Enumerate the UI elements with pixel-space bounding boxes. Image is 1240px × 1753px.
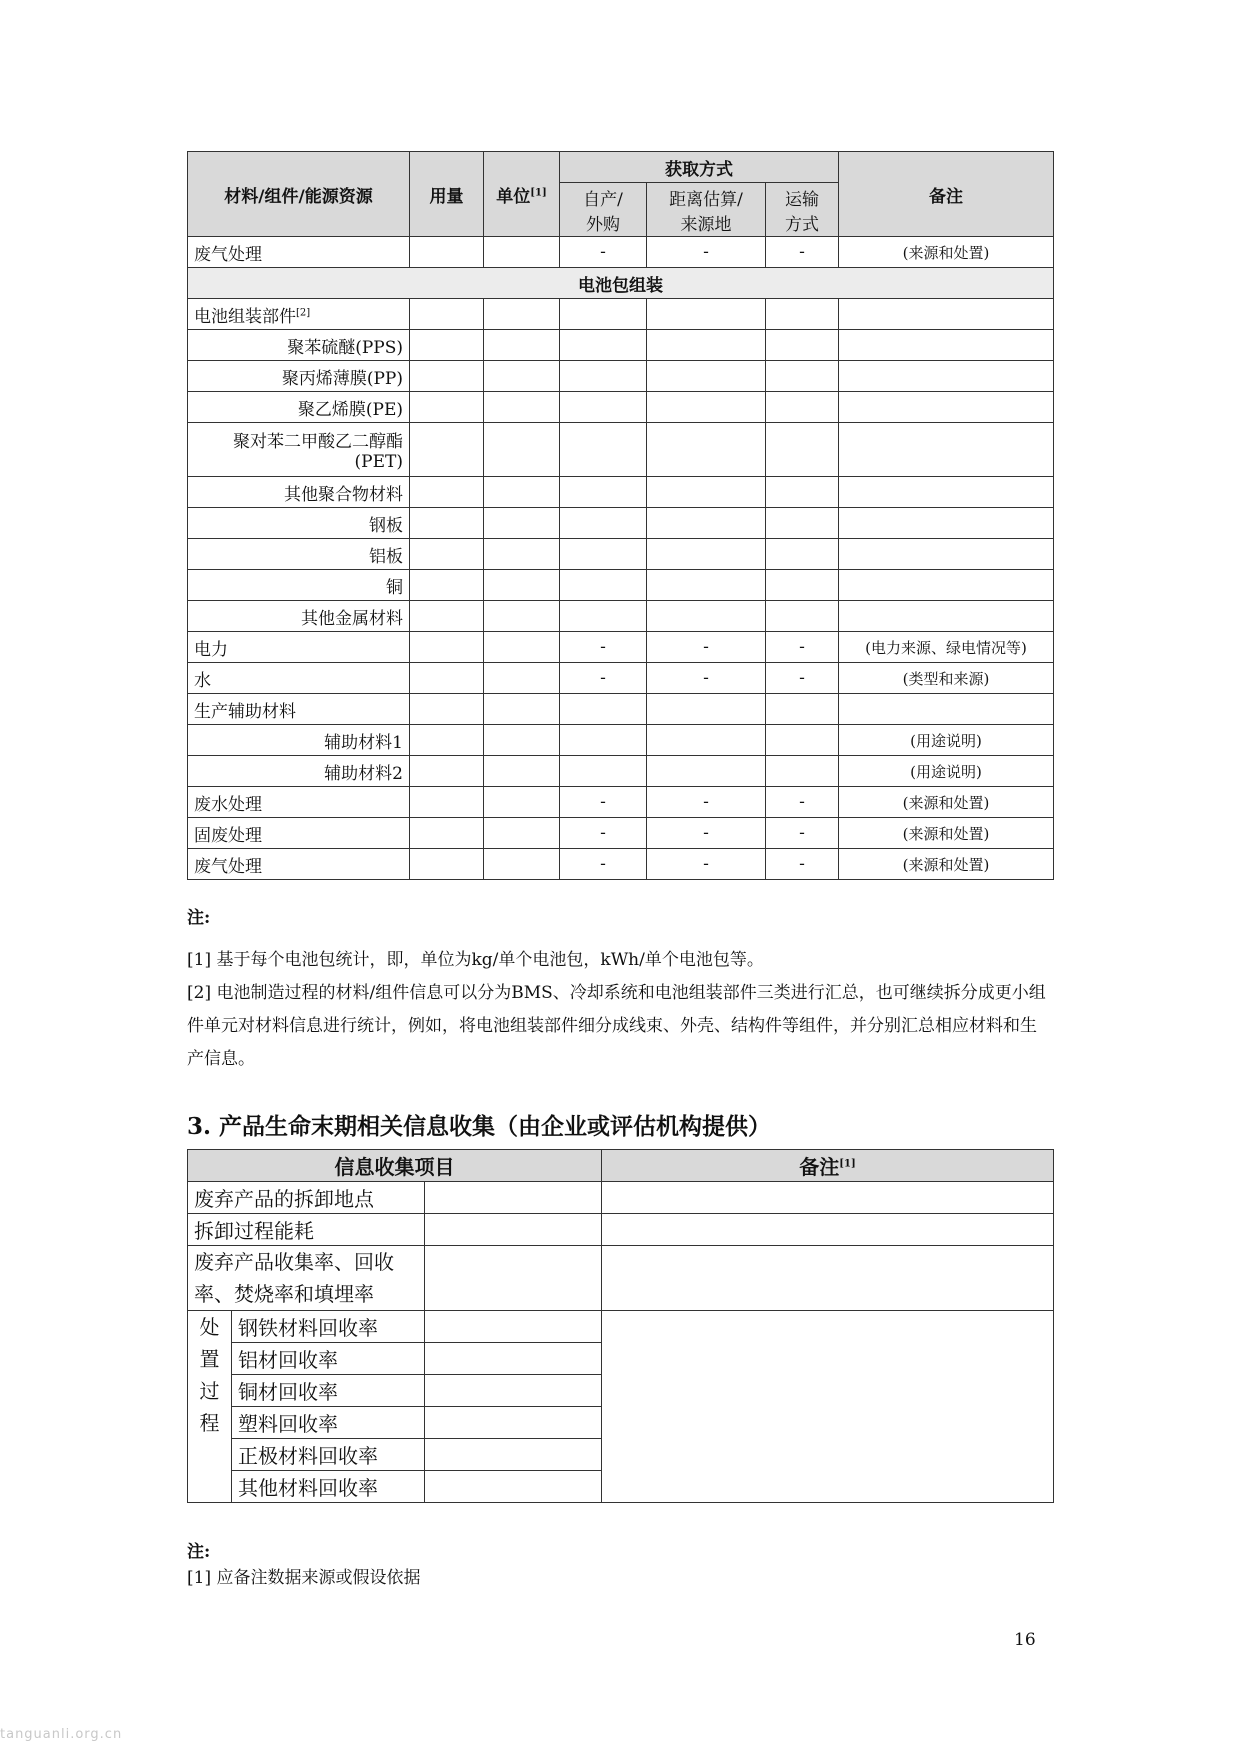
section-title: 电池包组装: [188, 268, 1054, 299]
unit-cell: [484, 392, 560, 423]
row-label: 铝材回收率: [232, 1343, 425, 1375]
remark-cell: (来源和处置): [839, 787, 1054, 818]
amount-cell: [410, 694, 484, 725]
header-items: 信息收集项目: [188, 1150, 602, 1182]
header-self-produced: 自产/ 外购: [560, 183, 647, 237]
header-amount: 用量: [410, 152, 484, 237]
table-row: [188, 508, 1054, 539]
row-label: 钢铁材料回收率: [232, 1311, 425, 1343]
row-label: 辅助材料1: [188, 725, 410, 756]
unit-cell: [484, 477, 560, 508]
table-row: [188, 330, 1054, 361]
remark-cell: (类型和来源): [839, 663, 1054, 694]
transport-cell: -: [766, 632, 839, 663]
self-cell: [560, 423, 647, 477]
unit-cell: [484, 694, 560, 725]
transport-cell: -: [766, 237, 839, 268]
row-label: 聚苯硫醚(PPS): [188, 330, 410, 361]
transport-cell: [766, 423, 839, 477]
distance-cell: [647, 477, 766, 508]
table-row: [188, 570, 1054, 601]
self-cell: [560, 725, 647, 756]
row-label: 聚乙烯膜(PE): [188, 392, 410, 423]
transport-cell: [766, 361, 839, 392]
remark-cell: [839, 601, 1054, 632]
note-1: [1] 基于每个电池包统计，即，单位为kg/单个电池包，kWh/单个电池包等。: [187, 950, 764, 970]
self-cell: [560, 756, 647, 787]
amount-cell: [410, 632, 484, 663]
value-cell: [425, 1182, 602, 1214]
amount-cell: [410, 601, 484, 632]
self-cell: [560, 299, 647, 330]
amount-cell: [410, 508, 484, 539]
value-cell: [425, 1311, 602, 1343]
table-row: [188, 849, 1054, 880]
remark-cell: [839, 299, 1054, 330]
unit-cell: [484, 818, 560, 849]
distance-cell: [647, 694, 766, 725]
distance-cell: [647, 725, 766, 756]
transport-cell: -: [766, 849, 839, 880]
transport-cell: [766, 725, 839, 756]
unit-cell: [484, 632, 560, 663]
row-label: 辅助材料2: [188, 756, 410, 787]
value-cell: [425, 1407, 602, 1439]
row-label: 其他聚合物材料: [188, 477, 410, 508]
unit-cell: [484, 299, 560, 330]
row-label: 生产辅助材料: [188, 694, 410, 725]
unit-cell: [484, 330, 560, 361]
section-heading: 3. 产品生命末期相关信息收集（由企业或评估机构提供）: [187, 1113, 772, 1140]
remark-cell: [839, 694, 1054, 725]
self-cell: [560, 570, 647, 601]
transport-cell: [766, 570, 839, 601]
table-row: [188, 299, 1054, 330]
unit-cell: [484, 423, 560, 477]
unit-cell: [484, 725, 560, 756]
distance-cell: [647, 539, 766, 570]
watermark: tanguanli.org.cn: [0, 1727, 123, 1742]
amount-cell: [410, 570, 484, 601]
transport-cell: [766, 392, 839, 423]
self-cell: [560, 508, 647, 539]
header-transport: 运输 方式: [766, 183, 839, 237]
amount-cell: [410, 423, 484, 477]
table-row: [188, 392, 1054, 423]
transport-cell: [766, 694, 839, 725]
amount-cell: [410, 818, 484, 849]
amount-cell: [410, 392, 484, 423]
row-label: 电池组装部件[2]: [188, 299, 410, 330]
table-row: [188, 632, 1054, 663]
table-row: [188, 1311, 1054, 1343]
unit-cell: [484, 570, 560, 601]
amount-cell: [410, 330, 484, 361]
remark-cell: [602, 1311, 1054, 1503]
value-cell: [425, 1246, 602, 1311]
row-label: 正极材料回收率: [232, 1439, 425, 1471]
header-remarks: 备注: [839, 152, 1054, 237]
row-label: 其他金属材料: [188, 601, 410, 632]
notes-title: 注:: [187, 908, 211, 928]
row-label: 废弃产品收集率、回收 率、焚烧率和填埋率: [188, 1246, 425, 1311]
table-row: [188, 361, 1054, 392]
self-cell: [560, 361, 647, 392]
self-cell: [560, 392, 647, 423]
materials-table-body: [188, 299, 1054, 880]
row-label: 废水处理: [188, 787, 410, 818]
row-label: 固废处理: [188, 818, 410, 849]
remark-cell: [839, 361, 1054, 392]
value-cell: [425, 1343, 602, 1375]
header-remarks: 备注[1]: [602, 1150, 1054, 1182]
row-label: 废弃产品的拆卸地点: [188, 1182, 425, 1214]
note-1: [1] 应备注数据来源或假设依据: [187, 1568, 421, 1588]
amount-cell: [410, 237, 484, 268]
transport-cell: [766, 477, 839, 508]
amount-cell: [410, 849, 484, 880]
distance-cell: -: [647, 818, 766, 849]
distance-cell: [647, 392, 766, 423]
transport-cell: -: [766, 818, 839, 849]
distance-cell: [647, 508, 766, 539]
table-row: [188, 423, 1054, 477]
remark-cell: [839, 539, 1054, 570]
header-material: 材料/组件/能源资源: [188, 152, 410, 237]
notes-block: [187, 1562, 420, 1595]
distance-cell: -: [647, 849, 766, 880]
remark-cell: [839, 477, 1054, 508]
row-label: 聚丙烯薄膜(PP): [188, 361, 410, 392]
value-cell: [425, 1439, 602, 1471]
remark-cell: (用途说明): [839, 756, 1054, 787]
remark-cell: [602, 1214, 1054, 1246]
amount-cell: [410, 299, 484, 330]
transport-cell: -: [766, 787, 839, 818]
page-number: 16: [1014, 1630, 1036, 1650]
table-row: [188, 1182, 1054, 1214]
value-cell: [425, 1471, 602, 1503]
transport-cell: -: [766, 663, 839, 694]
self-cell: -: [560, 787, 647, 818]
value-cell: [425, 1375, 602, 1407]
amount-cell: [410, 787, 484, 818]
table-row: [188, 237, 1054, 268]
remark-cell: (来源和处置): [839, 818, 1054, 849]
row-label: 聚对苯二甲酸乙二醇酯 (PET): [188, 423, 410, 477]
amount-cell: [410, 361, 484, 392]
end-of-life-table: [187, 1149, 1054, 1503]
remark-cell: [839, 392, 1054, 423]
row-label: 钢板: [188, 508, 410, 539]
unit-cell: [484, 787, 560, 818]
self-cell: [560, 601, 647, 632]
table-row: [188, 601, 1054, 632]
distance-cell: [647, 423, 766, 477]
self-cell: -: [560, 818, 647, 849]
row-label: 其他材料回收率: [232, 1471, 425, 1503]
remark-cell: (来源和处置): [839, 237, 1054, 268]
remark-cell: [839, 330, 1054, 361]
remark-cell: (用途说明): [839, 725, 1054, 756]
transport-cell: [766, 601, 839, 632]
notes-title: 注:: [187, 1542, 211, 1562]
amount-cell: [410, 725, 484, 756]
transport-cell: [766, 539, 839, 570]
table-row: [188, 1246, 1054, 1311]
self-cell: [560, 477, 647, 508]
table-row: [188, 725, 1054, 756]
unit-cell: [484, 237, 560, 268]
unit-cell: [484, 361, 560, 392]
remark-cell: [839, 570, 1054, 601]
self-cell: [560, 330, 647, 361]
distance-cell: [647, 601, 766, 632]
header-acquisition: 获取方式: [560, 152, 839, 183]
self-cell: -: [560, 663, 647, 694]
header-unit: 单位[1]: [484, 152, 560, 237]
transport-cell: [766, 756, 839, 787]
remark-cell: [602, 1182, 1054, 1214]
row-label: 铜材回收率: [232, 1375, 425, 1407]
distance-cell: -: [647, 632, 766, 663]
distance-cell: [647, 361, 766, 392]
distance-cell: -: [647, 237, 766, 268]
row-label: 废气处理: [188, 849, 410, 880]
amount-cell: [410, 663, 484, 694]
transport-cell: [766, 299, 839, 330]
notes-block: [187, 944, 1053, 1076]
transport-cell: [766, 330, 839, 361]
remark-cell: (电力来源、绿电情况等): [839, 632, 1054, 663]
self-cell: -: [560, 849, 647, 880]
distance-cell: [647, 570, 766, 601]
row-label: 水: [188, 663, 410, 694]
distance-cell: -: [647, 787, 766, 818]
unit-cell: [484, 756, 560, 787]
row-label: 废气处理: [188, 237, 410, 268]
table-row: [188, 1214, 1054, 1246]
note-2: [2] 电池制造过程的材料/组件信息可以分为BMS、冷却系统和电池组装部件三类进行汇总，也可继续拆分成更小组件单元对材料信息进行统计，例如，将电池组装部件细分成线束、外壳、结构件等组件，并分别汇总相应材料和生产信息。: [187, 983, 1046, 1069]
self-cell: [560, 694, 647, 725]
remark-cell: [602, 1246, 1054, 1311]
row-label: 塑料回收率: [232, 1407, 425, 1439]
unit-cell: [484, 849, 560, 880]
remark-cell: [839, 508, 1054, 539]
unit-cell: [484, 601, 560, 632]
table-row: [188, 694, 1054, 725]
table-row: [188, 756, 1054, 787]
distance-cell: [647, 330, 766, 361]
self-cell: -: [560, 632, 647, 663]
table-row: [188, 477, 1054, 508]
table-row: [188, 539, 1054, 570]
table-row: [188, 663, 1054, 694]
amount-cell: [410, 756, 484, 787]
unit-cell: [484, 508, 560, 539]
remark-cell: [839, 423, 1054, 477]
row-label: 拆卸过程能耗: [188, 1214, 425, 1246]
distance-cell: [647, 756, 766, 787]
process-group-label: 处 置 过 程: [188, 1311, 232, 1503]
row-label: 铜: [188, 570, 410, 601]
amount-cell: [410, 539, 484, 570]
distance-cell: -: [647, 663, 766, 694]
materials-table: [187, 151, 1054, 880]
row-label: 铝板: [188, 539, 410, 570]
self-cell: -: [560, 237, 647, 268]
table-row: [188, 787, 1054, 818]
transport-cell: [766, 508, 839, 539]
value-cell: [425, 1214, 602, 1246]
amount-cell: [410, 477, 484, 508]
row-label: 电力: [188, 632, 410, 663]
unit-cell: [484, 663, 560, 694]
self-cell: [560, 539, 647, 570]
header-distance: 距离估算/ 来源地: [647, 183, 766, 237]
unit-cell: [484, 539, 560, 570]
remark-cell: (来源和处置): [839, 849, 1054, 880]
distance-cell: [647, 299, 766, 330]
table-row: [188, 818, 1054, 849]
